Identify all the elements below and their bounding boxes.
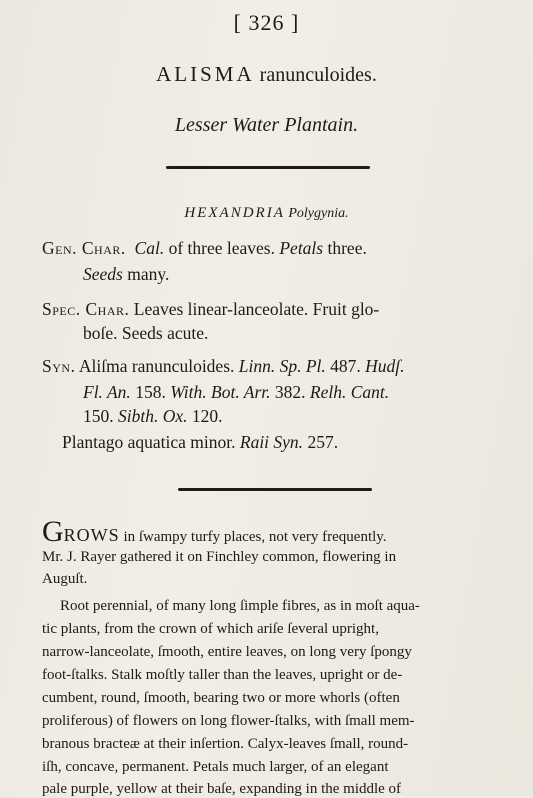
description-line: iſh, concave, permanent. Petals much larger, of an elegant [42,759,389,775]
syn-text: 120. [187,406,223,426]
gen-char-label: Gen. Char. [42,238,126,258]
description-line: proliferous) of flowers on long flower-ſtalks, with ſmall mem- [42,713,415,729]
syn-text: 150. [83,406,118,426]
species-title [0,62,533,87]
syn-citation: Relh. Cant. [309,382,390,402]
spec-char-text: Leaves linear-lanceolate. Fruit glo- [129,299,380,319]
spec-char-label: Spec. Char. [42,299,130,319]
description-text: in ſwampy turfy places, not very frequently. [119,529,387,545]
syn-text: 257. [303,432,339,452]
gen-char-petals: Petals [279,238,324,258]
synonym-line-2 [83,382,389,403]
syn-text: 158. [130,382,171,402]
description-line: pale purple, yellow at their baſe, expanding in the middle of [42,781,402,797]
opening-word: ROWS [63,525,120,545]
description-line: Root perennial, of many long ſimple fibres, as in moſt aqua- [60,598,420,614]
description-line [42,515,387,549]
syn-citation: Sibth. Ox. [118,406,188,426]
gen-char-text: of three leaves. [164,238,280,258]
description-line: Auguſt. [42,571,88,587]
generic-character-line-1 [42,238,367,259]
page-number: [ 326 ] [233,10,300,35]
gen-char-calyx: Cal. [134,238,165,258]
order-name: Polygynia. [288,206,349,221]
syn-text: Plantago aquatica minor. [62,432,240,452]
description-line: narrow-lanceolate, ſmooth, entire leaves, on long very ſpongy [42,644,412,660]
syn-citation: Fl. An. [83,382,131,402]
syn-citation: Raii Syn. [239,432,304,452]
description-line: branous bracteæ at their inſertion. Calyx-leaves ſmall, round- [42,736,409,752]
common-name: Lesser Water Plantain. [174,114,359,136]
gen-char-seeds: Seeds [83,264,123,284]
gen-char-text: three. [323,238,367,258]
genus-name: ALISMA [156,62,255,86]
description-line: tic plants, from the crown of which ariſe ſeveral upright, [42,621,379,637]
class-name: HEXANDRIA [184,205,285,221]
linnaean-class [0,205,533,222]
divider-rule [178,488,372,491]
synonym-line-3 [83,406,223,427]
divider-rule [166,166,370,169]
drop-cap: G [42,515,64,548]
species-epithet: ranunculoides. [259,64,377,86]
syn-label: Syn. [42,356,76,376]
syn-citation: With. Bot. Arr. [170,382,271,402]
specific-character-line-2: boſe. Seeds acute. [83,323,209,343]
syn-text: 382. [270,382,310,402]
synonym-line-4 [62,432,338,453]
generic-character-line-2 [83,264,169,285]
description-line: foot-ſtalks. Stalk moſtly taller than the leaves, upright or de- [42,667,403,683]
syn-citation: Hudſ. [365,356,405,376]
gen-char-text: many. [122,264,170,284]
synonym-line-1 [42,356,405,377]
syn-text: Aliſma ranunculoides. [75,356,239,376]
description-line: Mr. J. Rayer gathered it on Finchley common, flowering in [42,549,397,565]
description-line: cumbent, round, ſmooth, bearing two or more whorls (often [42,690,400,706]
specific-character-line-1 [42,299,379,320]
syn-citation: Linn. Sp. Pl. [238,356,326,376]
syn-text: 487. [325,356,366,376]
